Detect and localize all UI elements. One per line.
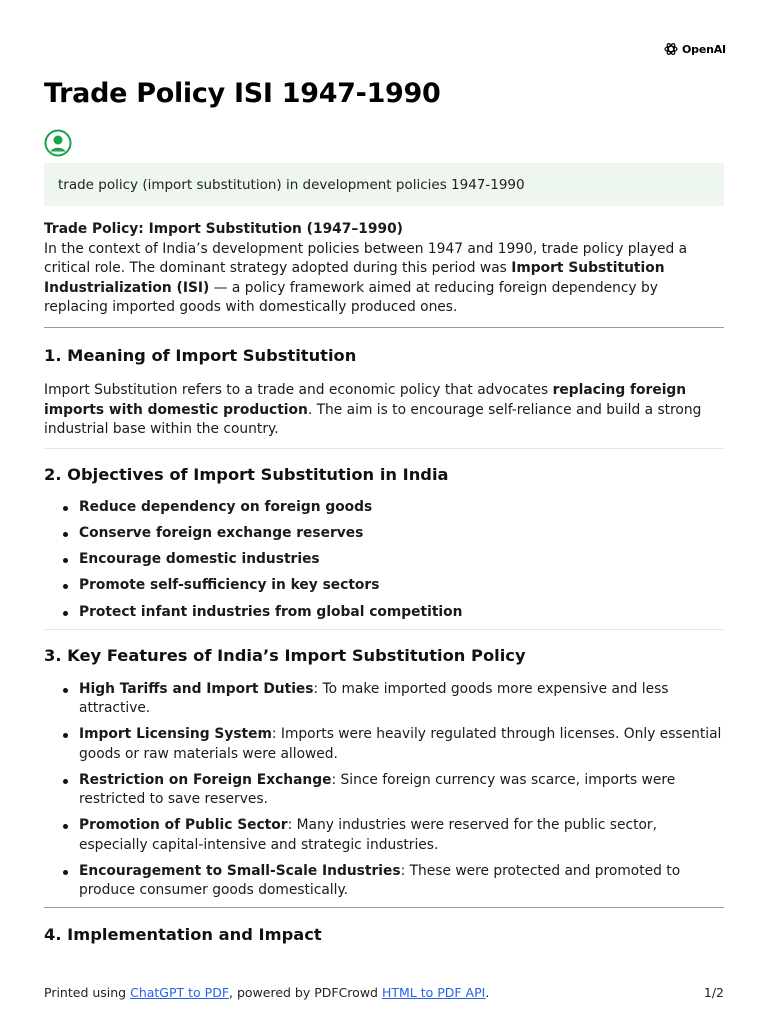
list-item: Promote self-sufficiency in key sectors [44, 576, 724, 596]
feature-term: Promotion of Public Sector [79, 817, 288, 834]
openai-icon [663, 41, 679, 57]
section3-heading: 3. Key Features of India’s Import Substitution Policy [44, 645, 526, 665]
divider [44, 327, 724, 328]
footer-text: Printed using [44, 985, 131, 1000]
intro-paragraph [44, 240, 724, 318]
list-item: Encourage domestic industries [44, 550, 724, 570]
footer-credit [44, 985, 489, 1000]
feature-desc: : Since foreign currency was scarce, imports were restricted to save reserves. [79, 771, 676, 808]
feature-term: High Tariffs and Import Duties [79, 680, 314, 697]
user-prompt [44, 163, 724, 206]
chatgpt-to-pdf-link[interactable]: ChatGPT to PDF [130, 985, 230, 1000]
footer-text: , powered by PDFCrowd [229, 985, 382, 1000]
features-list [44, 680, 724, 901]
list-item [44, 680, 724, 719]
footer-text: . [485, 985, 490, 1000]
feature-term: Import Licensing System [79, 726, 272, 743]
intro-text-end: — a policy framework aimed at reducing foreign dependency by replacing imported goods with domestically produced ones. [44, 279, 658, 316]
feature-desc: : To make imported goods more expensive and less attractive. [79, 680, 669, 717]
divider [44, 907, 724, 908]
list-item [44, 771, 724, 810]
intro-title: Trade Policy: Import Substitution (1947–1990) [44, 221, 403, 237]
list-item [44, 725, 724, 764]
brand-name: OpenAI [682, 42, 726, 56]
feature-desc: : These were protected and promoted to produce consumer goods domestically. [79, 862, 681, 899]
section2-heading: 2. Objectives of Import Substitution in India [44, 464, 449, 484]
user-prompt-text: trade policy (import substitution) in development policies 1947-1990 [58, 176, 525, 193]
list-item: Protect infant industries from global competition [44, 603, 724, 623]
feature-term: Encouragement to Small-Scale Industries [79, 862, 401, 879]
feature-desc: : Imports were heavily regulated through licenses. Only essential goods or raw materials were allowed. [79, 726, 722, 762]
footer [44, 985, 724, 1000]
user-avatar-icon [44, 129, 72, 157]
feature-term: Restriction on Foreign Exchange [79, 771, 332, 788]
intro-bold: Import Substitution Industrialization (ISI) [44, 260, 665, 296]
page-number: 1/2 [703, 985, 724, 1000]
section1-heading: 1. Meaning of Import Substitution [44, 345, 357, 365]
list-item: Reduce dependency on foreign goods [44, 498, 724, 518]
section1-bold: replacing foreign imports with domestic production [44, 381, 687, 418]
list-item [44, 816, 724, 855]
objectives-list [44, 498, 724, 622]
html-to-pdf-api-link[interactable]: HTML to PDF API [381, 985, 486, 1000]
list-item: Conserve foreign exchange reserves [44, 524, 724, 544]
divider [44, 448, 724, 449]
feature-desc: : Many industries were reserved for the public sector, especially capital-intensive and strategic industries. [79, 817, 657, 853]
section1-text: Import Substitution refers to a trade and economic policy that advocates [44, 381, 553, 398]
section1-text-end: . The aim is to encourage self-reliance and build a strong industrial base within the country. [44, 401, 702, 438]
list-item [44, 862, 724, 901]
page-title: Trade Policy ISI 1947-1990 [44, 78, 441, 109]
intro-text: In the context of India’s development policies between 1947 and 1990, trade policy played a critical role. The dominant strategy adopted during this period was [44, 240, 688, 277]
section4-heading: 4. Implementation and Impact [44, 925, 322, 945]
divider [44, 629, 724, 630]
response-content [44, 220, 724, 946]
section1-paragraph [44, 381, 724, 440]
openai-logo [663, 41, 726, 57]
